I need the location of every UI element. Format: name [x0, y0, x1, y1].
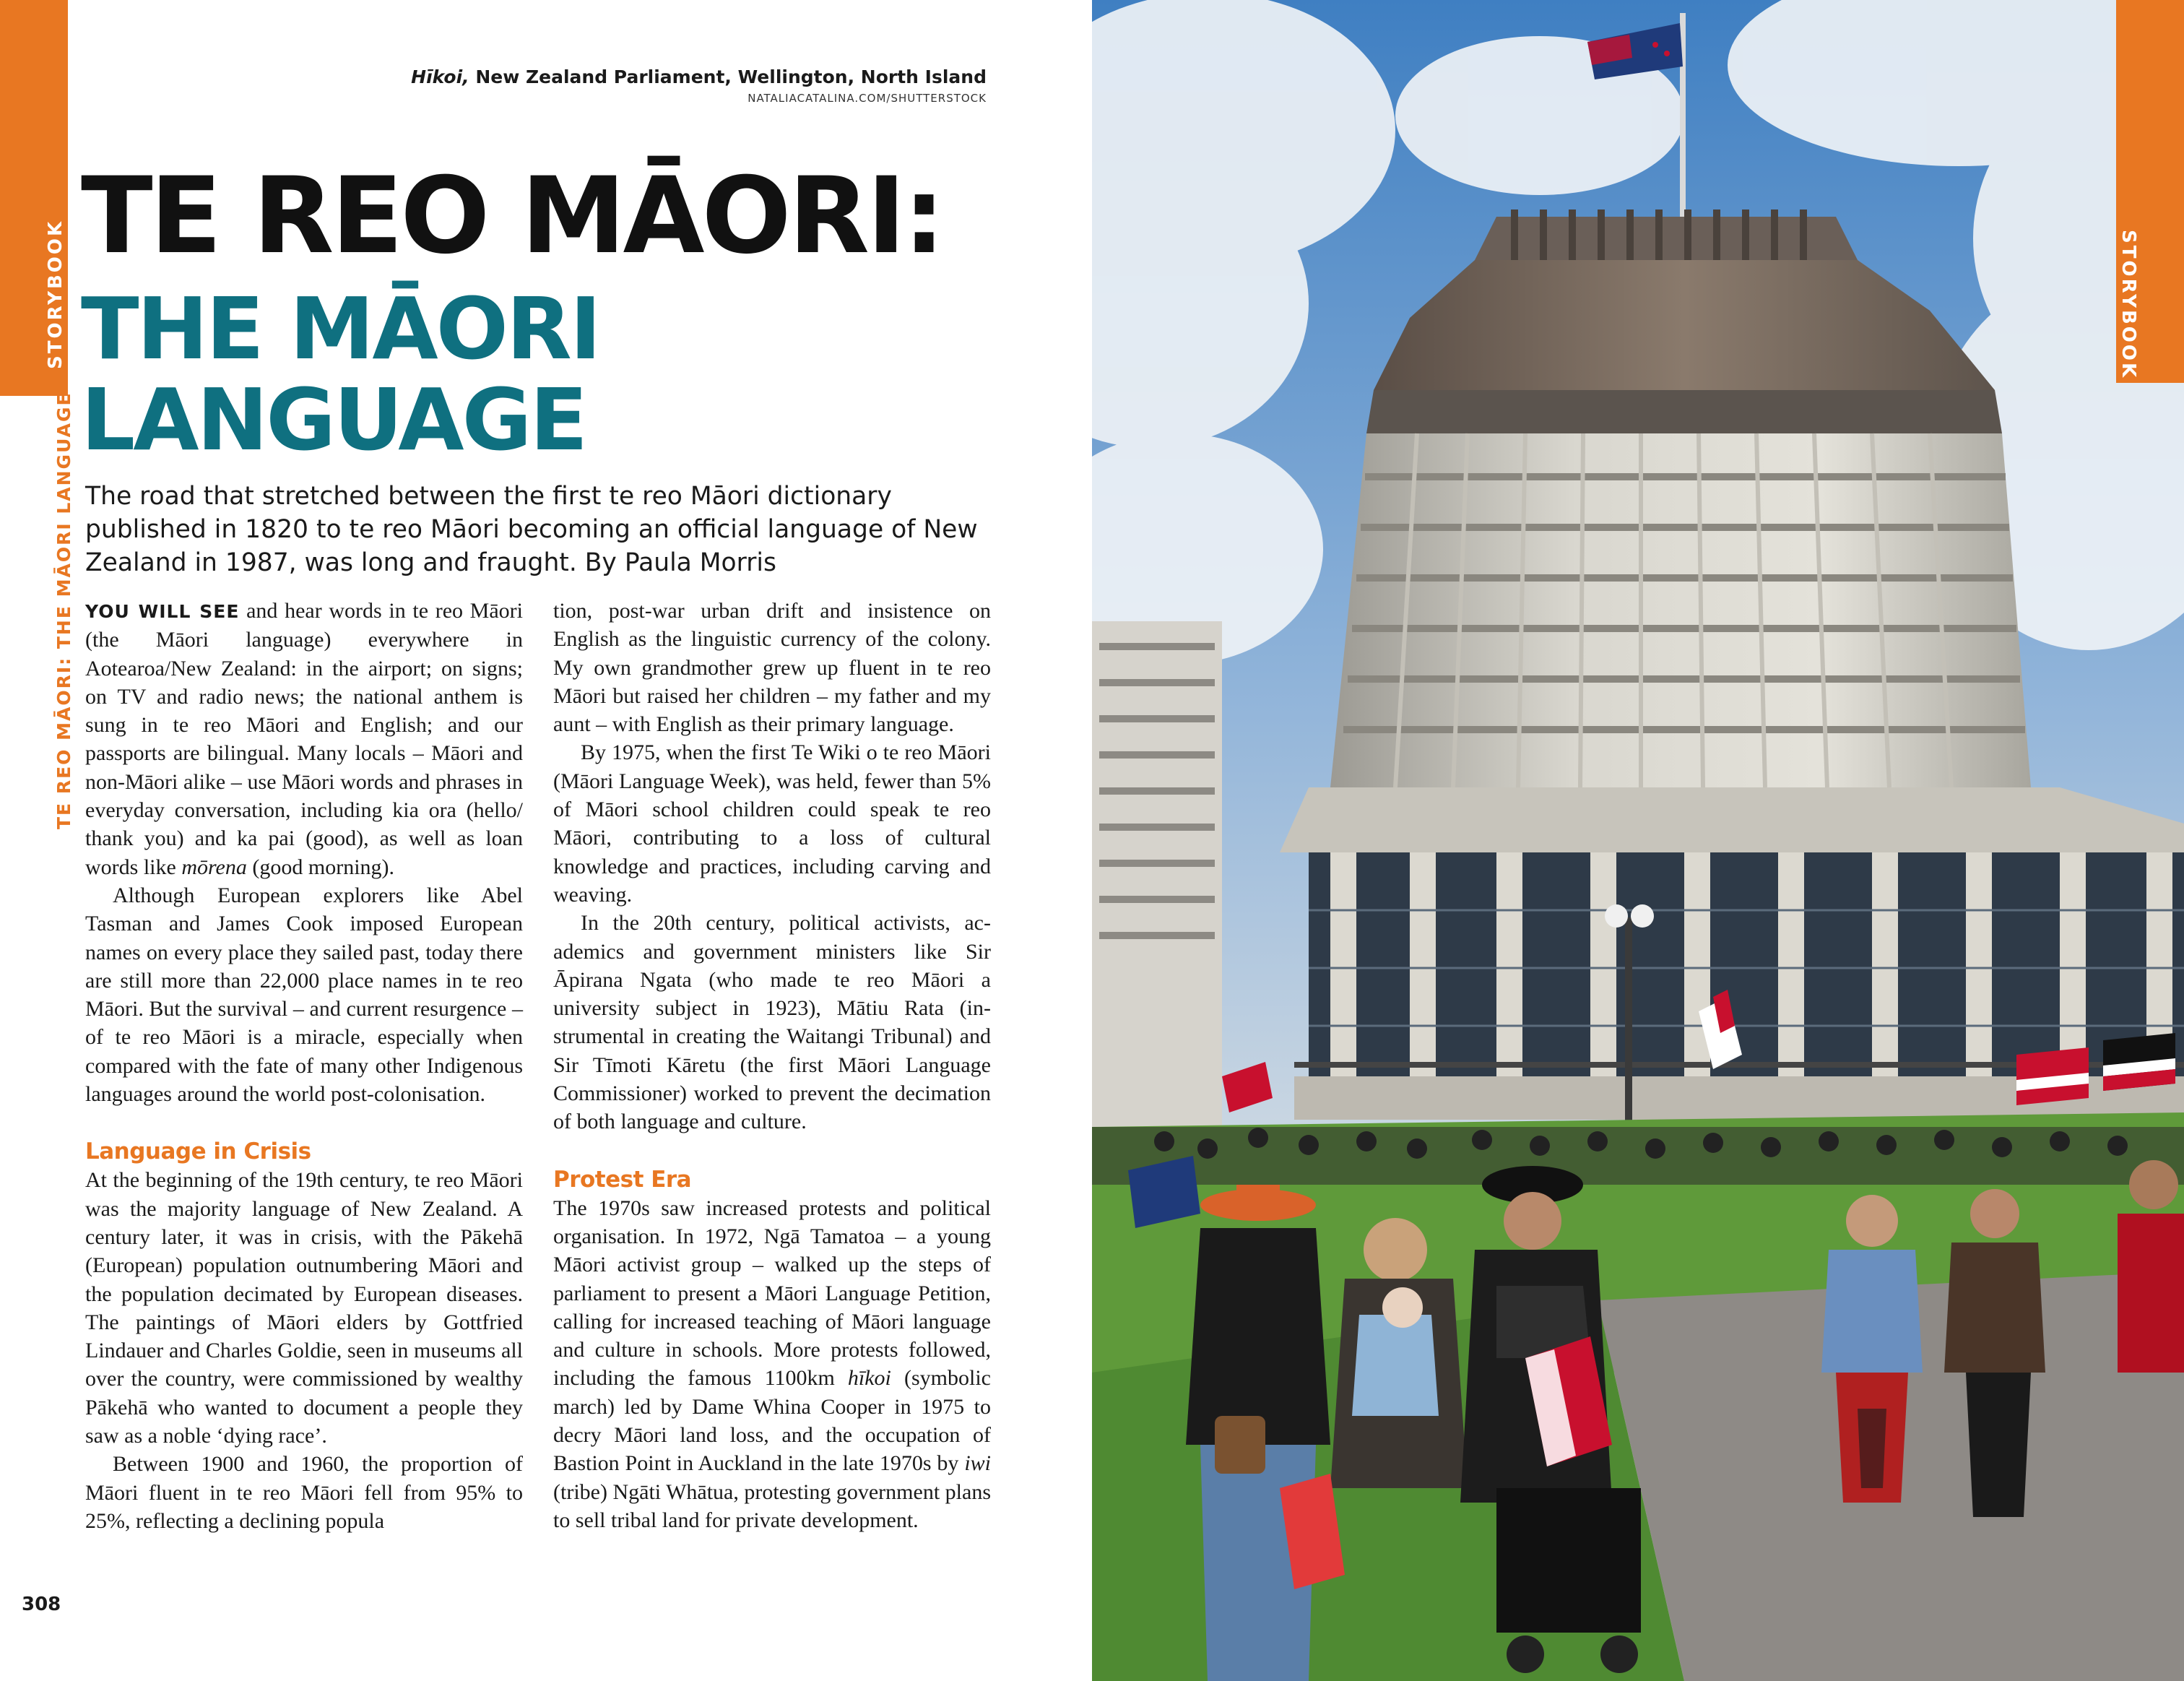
- body-paragraph: By 1975, when the first Te Wiki o te reo Māori (Māori Language Week), was held, fewer than 5% of Māori school children could speak te reo Māori, contributing to a loss of cultural knowledge and practices, including carving and weaving.: [553, 740, 991, 907]
- body-paragraph: At the beginning of the 19th century, te reo Māori was the majority language of New Zealand. A century later, it was in crisis, with the Pākehā (European) population outnumbering Māori and the population decimated by European diseases. The paintings of Māori elders by Gottfried Lindauer and Charles Goldie, seen in museums all over the country, were commissioned by wealthy Pākehā who wanted to document a people they saw as a noble ‘dying race’.: [85, 1168, 523, 1448]
- caption-place: New Zealand Parliament, Wellington, North Island: [469, 66, 987, 87]
- photo-illustration: [1092, 0, 2184, 1681]
- body-column-2: [553, 597, 991, 1534]
- body-italic: hīkoi: [847, 1366, 891, 1391]
- body-text: (tribe) Ngāti Whātua, protesting government plans to sell tribal land for private development.: [553, 1479, 991, 1532]
- lead-in: YOU WILL SEE: [85, 601, 240, 622]
- standfirst: The road that stretched between the first te reo Māori dictionary published in 1820 to te reo Māori becoming an official language of New Zealand in 1987, was long and fraught. By Paula Morris: [85, 482, 978, 577]
- body-paragraph: In the 20th century, political activists, academics and government ministers like Sir Āpirana Ngata (who made te reo Māori a university subject in 1923), Mātiu Rata (instrumental in creating the Waitangi Tribunal) and Sir Tīmoti Kāretu (the first Māori Language Commissioner) worked to prevent the decimation of both language and culture.: [553, 911, 991, 1134]
- body-italic: iwi: [964, 1451, 991, 1476]
- section-heading-language-in-crisis: Language in Crisis: [85, 1138, 311, 1165]
- caption-place-italic: Hīkoi,: [411, 66, 469, 87]
- lamp-post: [1625, 917, 1632, 1134]
- right-section-tab-label: STORYBOOK: [2118, 230, 2139, 380]
- body-italic: mōrena: [181, 855, 247, 879]
- body-column-1: [85, 597, 523, 1535]
- page-number: 308: [22, 1594, 61, 1615]
- photo-caption: [411, 66, 987, 105]
- lamp-globe: [1631, 904, 1654, 928]
- body-text: The 1970s saw increased protests and political organisation. In 1972, Ngā Tamatoa – a young Māori activist group – walked up the steps of parliament to present a Māori Language Petition, calling for increased teaching of Māori language and culture in schools. More protests followed, including the famous 1100km: [553, 1196, 991, 1391]
- body-paragraph: Although European explorers like Abel Tasman and James Cook imposed European names on every place they sailed past, today there are still more than 22,000 place names in te reo Māori. But the survival – and current resurgence – of te reo Māori is a miracle, especially when compared with the fate of many other Indigenous languages around the world post-colonisation.: [85, 883, 523, 1107]
- body-text: (symbolic march) led by Dame Whina Cooper in 1975 to decry Māori land loss, and the occupation of Bastion Point in Auckland in the late 1970s by: [553, 1366, 991, 1476]
- drum-top-band: [1366, 390, 2002, 433]
- crowd: [1092, 1127, 2184, 1185]
- beehive-photo: [1092, 0, 2184, 1681]
- body-text: and hear words in te reo Māori (the Māori language) everywhere in Aotearoa/New Zealand: in the airport; on signs; on TV and radio news; the national anthem is sung in te reo Māori and English; and our passports are bilingual. Many locals – Māori and non-Māori alike – use Māori words and phrases in everyday conversation, including kia ora (hello/ thank you) and ka pai (good), as well as loan words like: [85, 599, 523, 879]
- article-title: TE REO MĀORI:: [81, 155, 942, 277]
- running-head: TE REO MĀORI: THE MĀORI LANGUAGE: [53, 392, 74, 829]
- subtitle-line-2: LANGUAGE: [81, 370, 586, 470]
- canopy-ring: [1280, 787, 2184, 852]
- section-tab-label: STORYBOOK: [45, 219, 66, 369]
- body-paragraph: [85, 597, 523, 881]
- body-paragraph: Between 1900 and 1960, the proportion of Māori fluent in te reo Māori fell from 95% to 25%, reflecting a declining popula: [85, 1452, 523, 1533]
- photo-credit: NATALIACATALINA.COM/SHUTTERSTOCK: [748, 92, 987, 105]
- body-paragraph: tion, post-war urban drift and insistence on English as the linguistic currency of the colony. My own grandmother grew up fluent in te reo Māori but raised her children – my father and my aunt – with English as their primary language.: [553, 599, 991, 737]
- lamp-globe: [1605, 904, 1628, 928]
- caption-text: [411, 66, 987, 87]
- body-paragraph: [553, 1194, 991, 1535]
- section-heading-protest-era: Protest Era: [553, 1166, 692, 1193]
- drum: [1330, 433, 2031, 787]
- body-text: (good morning).: [246, 855, 395, 879]
- subtitle-line-1: THE MĀORI: [81, 279, 599, 379]
- article-subtitle: [81, 279, 599, 470]
